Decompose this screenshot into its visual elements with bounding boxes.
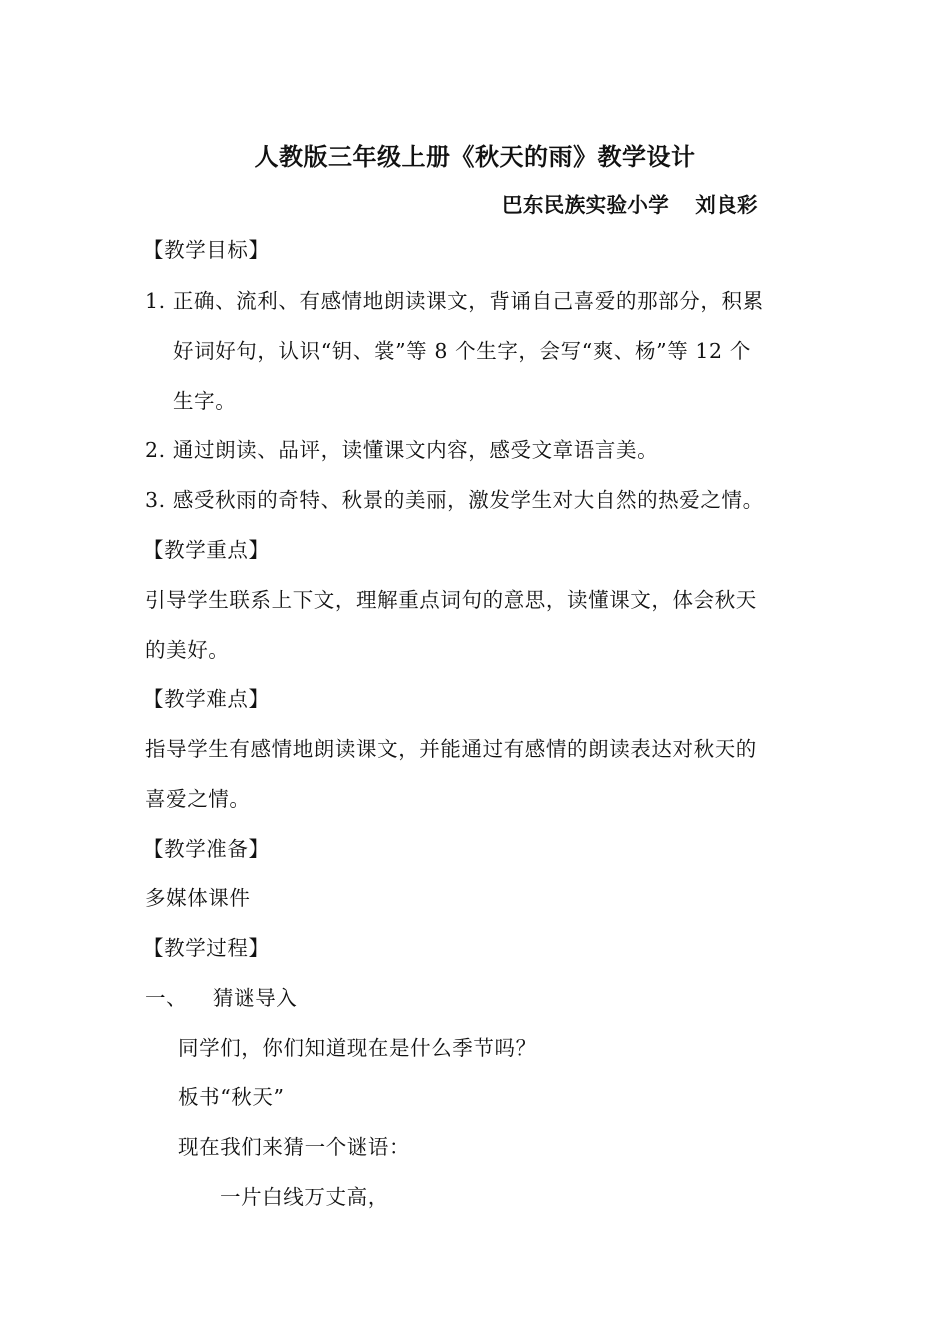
difficulties-line-1: 指导学生有感情地朗读课文，并能通过有感情的朗读表达对秋天的: [145, 737, 757, 761]
key-points-line-1: 引导学生联系上下文，理解重点词句的意思，读懂课文，体会秋天: [145, 588, 757, 612]
step-1-line-3: 现在我们来猜一个谜语：: [178, 1135, 411, 1159]
step-1-line-2: 板书“秋天”: [178, 1085, 285, 1109]
key-points-heading: 【教学重点】: [143, 538, 270, 562]
process-heading: 【教学过程】: [143, 936, 270, 960]
step-1-number: 一、: [145, 986, 188, 1010]
difficulties-heading: 【教学难点】: [143, 687, 270, 711]
objectives-heading: 【教学目标】: [143, 238, 270, 262]
objective-2: 2. 通过朗读、品评，读懂课文内容，感受文章语言美。: [145, 438, 659, 462]
objective-3: 3. 感受秋雨的奇特、秋景的美丽，激发学生对大自然的热爱之情。: [145, 488, 764, 512]
document-title: 人教版三年级上册《秋天的雨》教学设计: [254, 142, 696, 171]
author-school: 巴东民族实验小学: [502, 193, 670, 217]
preparation-heading: 【教学准备】: [143, 837, 270, 861]
step-1-title: 猜谜导入: [213, 986, 298, 1010]
step-1-line-4: 一片白线万丈高，: [220, 1185, 389, 1209]
author-line: [502, 188, 758, 218]
objective-1-line-2: 好词好句，认识“钥、裳”等 8 个生字，会写“爽、杨”等 12 个: [173, 339, 751, 363]
key-points-line-2: 的美好。: [145, 638, 230, 662]
author-name: 刘良彩: [695, 193, 758, 217]
objective-1-line-1: 1. 正确、流利、有感情地朗读课文，背诵自己喜爱的那部分，积累: [145, 289, 764, 313]
preparation-text: 多媒体课件: [145, 886, 251, 910]
objective-1-line-3: 生字。: [173, 389, 237, 413]
difficulties-line-2: 喜爱之情。: [145, 787, 251, 811]
step-1-line-1: 同学们，你们知道现在是什么季节吗？: [178, 1036, 537, 1060]
